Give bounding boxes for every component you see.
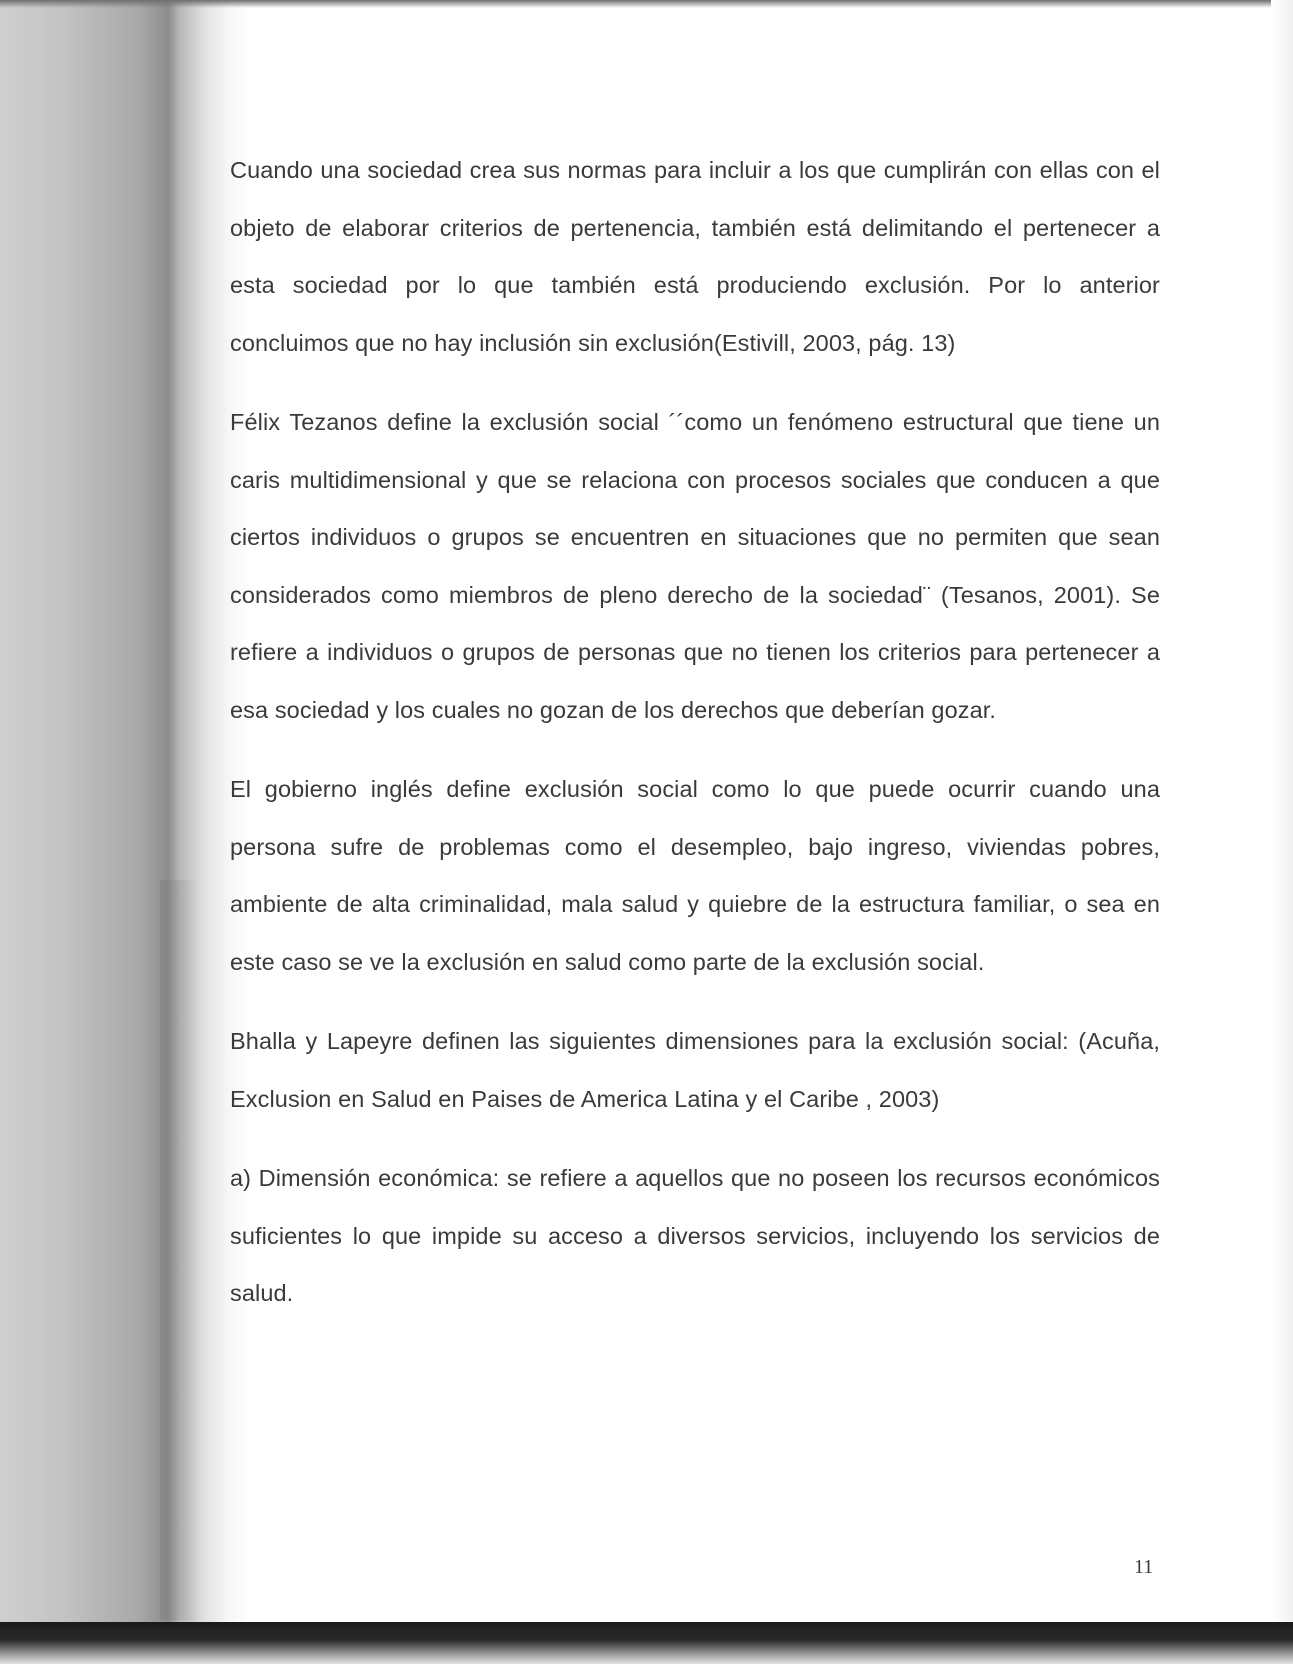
page-right-edge bbox=[1271, 0, 1293, 1664]
page-number: 11 bbox=[1134, 1556, 1154, 1578]
book-gutter-shadow bbox=[0, 0, 250, 1664]
paragraph-bhalla-lapeyre-dimensions: Bhalla y Lapeyre definen las siguientes dimensiones para la exclusión social: (Acuña, Exclusion en Salud en Paises de America Latina y el Caribe , 2003) bbox=[230, 1028, 1160, 1112]
page-top-edge bbox=[0, 0, 1293, 8]
scan-bottom-edge bbox=[0, 1622, 1293, 1664]
paragraph-inclusion-exclusion: Cuando una sociedad crea sus normas para incluir a los que cumplirán con ellas con el objeto de elaborar criterios de pertenencia, también está delimitando el pertenecer a esta sociedad por lo que también está produciendo exclusión. Por lo anterior concluimos que no hay inclusión sin exclusión(Estivill, 2003, pág. 13) bbox=[230, 157, 1160, 356]
paragraph-economic-dimension: a) Dimensión económica: se refiere a aquellos que no poseen los recursos económicos suficientes lo que impide su acceso a diversos servicios, incluyendo los servicios de salud. bbox=[230, 1165, 1160, 1306]
paragraph-english-government-definition: El gobierno inglés define exclusión social como lo que puede ocurrir cuando una persona sufre de problemas como el desempleo, bajo ingreso, viviendas pobres, ambiente de alta criminalidad, mala salud y quiebre de la estructura familiar, o sea en este caso se ve la exclusión en salud como parte de la exclusión social. bbox=[230, 776, 1160, 975]
book-gutter-shadow-lower bbox=[160, 880, 200, 1620]
paragraph-tezanos-definition: Félix Tezanos define la exclusión social ´´como un fenómeno estructural que tiene un caris multidimensional y que se relaciona con procesos sociales que conducen a que ciertos individuos o grupos se encuentren en situaciones que no permiten que sean considerados como miembros de pleno derecho de la sociedad¨ (Tesanos, 2001). Se refiere a individuos o grupos de personas que no tienen los criterios para pertenecer a esa sociedad y los cuales no gozan de los derechos que deberían gozar. bbox=[230, 409, 1160, 723]
page-body bbox=[230, 142, 1160, 1323]
